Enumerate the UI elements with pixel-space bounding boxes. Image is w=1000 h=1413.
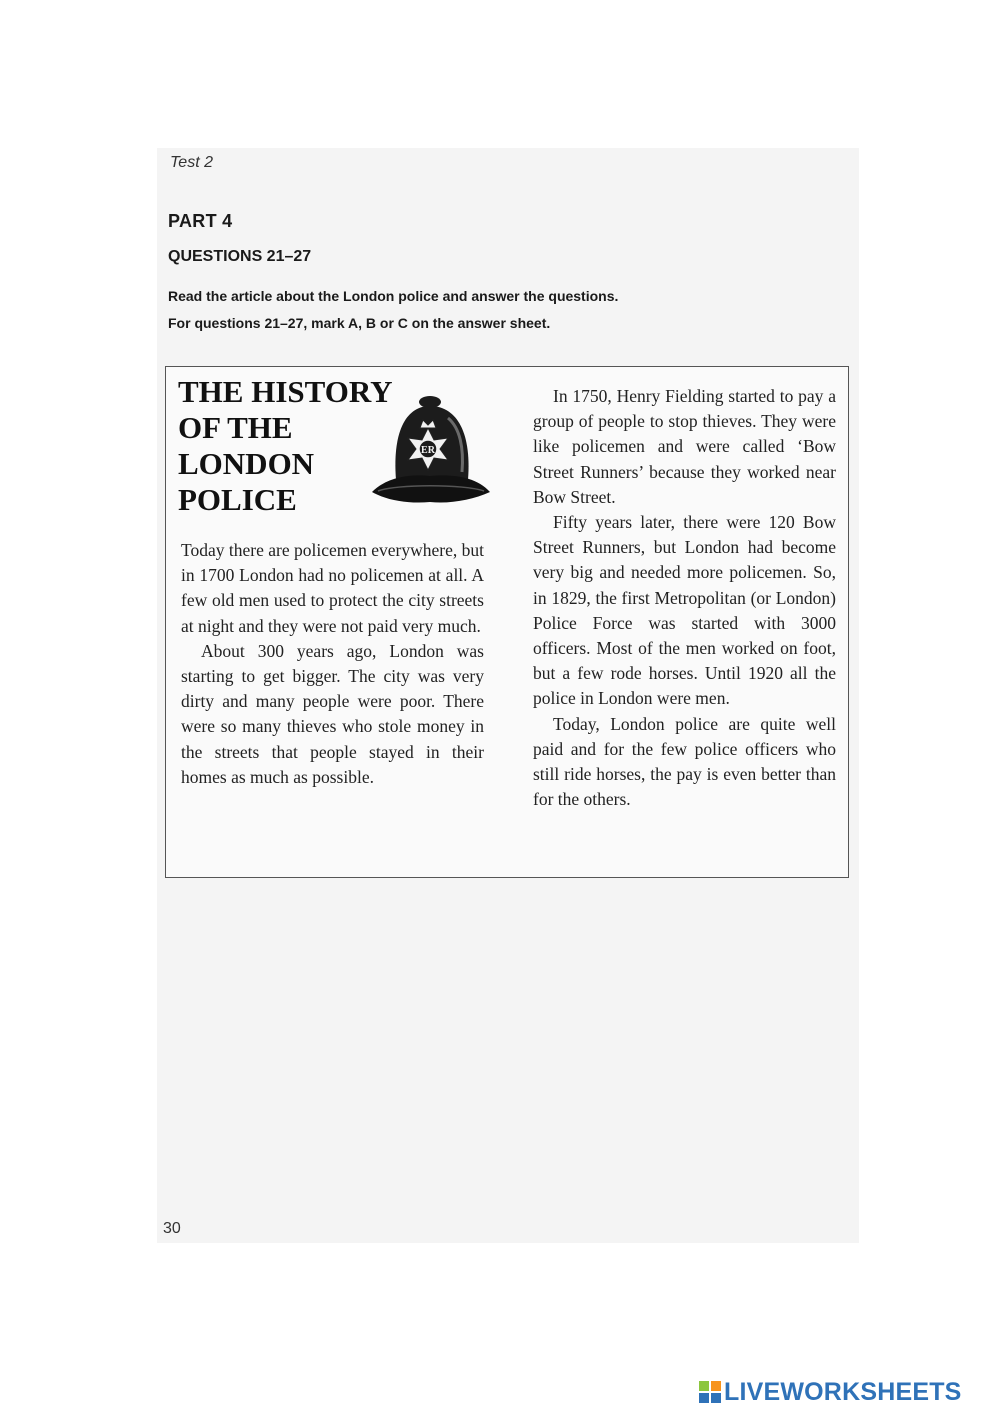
article-paragraph: About 300 years ago, London was starting to get bigger. The city was very dirty and many people were poor. There were so many thieves who stole money in the streets that people stayed in their homes as much as possible. bbox=[181, 640, 484, 787]
article-paragraph: Today there are policemen everywhere, but in 1700 London had no policemen at all. A few old men used to protect the city streets at night and they were not paid very much. bbox=[181, 540, 484, 636]
article-paragraph: In 1750, Henry Fielding started to pay a group of people to stop thieves. They were like policemen and were called ‘Bow Street Runners’ because they worked near Bow Street. bbox=[533, 386, 836, 507]
article-paragraph: Today, London police are quite well paid and for the few police officers who still ride horses, the pay is even better than for the others. bbox=[533, 713, 836, 810]
helmet-badge-letters: ER bbox=[421, 445, 435, 456]
article-title-line: LONDON bbox=[178, 446, 315, 481]
article-column-right bbox=[533, 384, 836, 812]
brand-watermark[interactable] bbox=[699, 1378, 962, 1406]
brand-name: LIVEWORKSHEETS bbox=[724, 1377, 962, 1406]
liveworksheets-logo-icon bbox=[699, 1381, 721, 1403]
page-number: 30 bbox=[163, 1220, 181, 1237]
article-title-line: POLICE bbox=[178, 482, 297, 517]
instruction-line: For questions 21–27, mark A, B or C on the answer sheet. bbox=[168, 315, 551, 331]
article-title-line: OF THE bbox=[178, 410, 293, 445]
questions-range: QUESTIONS 21–27 bbox=[168, 248, 312, 265]
police-helmet-icon bbox=[368, 388, 492, 506]
test-label: Test 2 bbox=[170, 154, 213, 171]
instruction-line: Read the article about the London police and answer the questions. bbox=[168, 288, 619, 304]
article-title-line: THE HISTORY bbox=[178, 374, 393, 409]
part-title: PART 4 bbox=[168, 211, 233, 231]
article-paragraph: Fifty years later, there were 120 Bow Street Runners, but London had become very big and needed more policemen. So, in 1829, the first Metropolitan (or London) Police Force was started with 3000 officers. Most of the men worked on foot, but a few rode horses. Until 1920 all the police in London were men. bbox=[533, 512, 836, 709]
article-column-left bbox=[181, 538, 484, 790]
